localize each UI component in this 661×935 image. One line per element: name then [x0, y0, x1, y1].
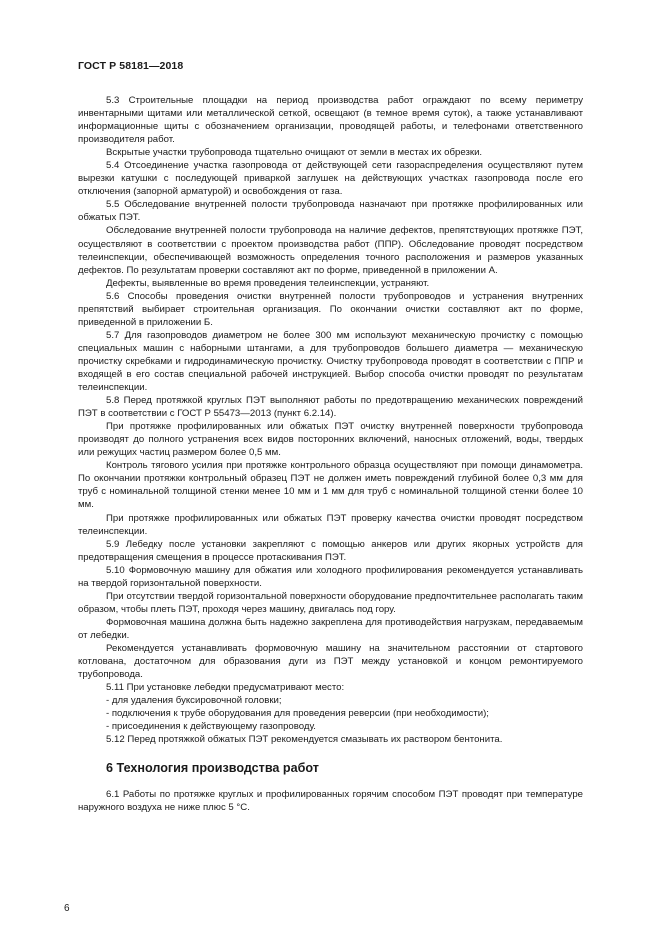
paragraph: Вскрытые участки трубопровода тщательно очищают от земли в местах их обрезки. [106, 147, 483, 159]
paragraph-5-4: 5.4 Отсоединение участка газопровода от действующей сети газораспределения осуществляют путем вырезки катушки с последующей приваркой заглушек на действующих участках газопровода после его отключения (запорной арматурой) и освобождения от газа. [78, 160, 583, 198]
document-header: ГОСТ Р 58181—2018 [78, 60, 184, 72]
paragraph-5-7: 5.7 Для газопроводов диаметром не более 300 мм используют механическую прочистку с помощью специальных машин с наборными штангами, а для трубопроводов большего диаметра — механическую прочистку скребками и гидродинамическую прочистку. Очистку трубопровода проводят в соответствии с ППР и входящей в его состав специальной рабочей инструкцией. Выбор способа очистки проводят по результатам телеинспекции. [78, 329, 583, 394]
paragraph-5-5: 5.5 Обследование внутренней полости трубопровода назначают при протяжке профилированных или обжатых ПЭТ. [78, 199, 583, 224]
paragraph-5-8: 5.8 Перед протяжкой круглых ПЭТ выполняют работы по предотвращению механических повреждений ПЭТ в соответствии с ГОСТ Р 55473—2013 (пункт 6.2.14). [78, 395, 583, 420]
list-item: - для удаления буксировочной головки; [106, 695, 282, 707]
paragraph: Рекомендуется устанавливать формовочную машину на значительном расстоянии от стартового котлована, достаточном для образования дуги из ПЭТ между установкой и концом ремонтируемого трубопровода. [78, 642, 583, 681]
paragraph-5-11: 5.11 При установке лебедки предусматривают место: [106, 682, 345, 694]
paragraph-5-3: 5.3 Строительные площадки на период производства работ ограждают по всему периметру инвентарными щитами или металлической сеткой, освещают (в темное время суток), а также устанавливают информационные щиты с обозначением организации, проводящей работы, и телефонами ответственного производителя работ. [78, 95, 583, 146]
paragraph-5-9: 5.9 Лебедку после установки закрепляют с помощью анкеров или других якорных устройств для предотвращения смещения в процессе протаскивания ПЭТ. [78, 538, 583, 563]
paragraph: Контроль тягового усилия при протяжке контрольного образца осуществляют при помощи динамометра. По окончании протяжки контрольный образец ПЭТ не должен иметь повреждений глубиной более 0,3 мм для труб с номинальной толщиной стенки менее 10 мм и 1 мм для труб с номинальной толщиной стенки более 10 мм. [78, 460, 583, 511]
paragraph-5-12: 5.12 Перед протяжкой обжатых ПЭТ рекомендуется смазывать их раствором бентонита. [106, 734, 503, 746]
list-item: - подключения к трубе оборудования для проведения реверсии (при необходимости); [106, 708, 489, 720]
paragraph-5-6: 5.6 Способы проведения очистки внутренней полости трубопроводов и устранения внутренних препятствий выбирает строительная организация. По окончании очистки составляют акт по форме, приведенной в приложении Б. [78, 290, 583, 328]
paragraph-6-1: 6.1 Работы по протяжке круглых и профилированных горячим способом ПЭТ проводят при температуре наружного воздуха не ниже плюс 5 °С. [78, 789, 583, 814]
page-number: 6 [64, 903, 70, 914]
paragraph-5-10: 5.10 Формовочную машину для обжатия или холодного профилирования рекомендуется устанавливать на твердой горизонтальной поверхности. [78, 564, 583, 589]
paragraph: При протяжке профилированных или обжатых ПЭТ очистку внутренней поверхности трубопровода производят до полного устранения всех видов посторонних включений, наносных отложений, воды, твердых или режущих частиц размером более 0,5 мм. [78, 421, 583, 459]
document-body [78, 94, 583, 814]
paragraph: Обследование внутренней полости трубопровода на наличие дефектов, препятствующих протяжке ПЭТ, осуществляют в соответствии с проектом производства работ (ППР). Обследование проводят посредством телеинспекции, обеспечивающей возможность определения точного расположения и размеров указанных дефектов. По результатам проверки составляют акт по форме, приведенной в приложении А. [78, 225, 583, 276]
paragraph: При протяжке профилированных или обжатых ПЭТ проверку качества очистки проводят посредством телеинспекции. [78, 512, 583, 537]
section-title: 6 Технология производства работ [106, 761, 319, 776]
list-item: - присоединения к действующему газопроводу. [106, 721, 316, 733]
paragraph: Формовочная машина должна быть надежно закреплена для противодействия нагрузкам, передаваемым от лебедки. [78, 616, 583, 641]
paragraph: Дефекты, выявленные во время проведения телеинспекции, устраняют. [106, 277, 430, 289]
paragraph: При отсутствии твердой горизонтальной поверхности оборудование предпочтительнее располагать таким образом, чтобы плеть ПЭТ, проходя через машину, двигалась под гору. [78, 590, 583, 615]
